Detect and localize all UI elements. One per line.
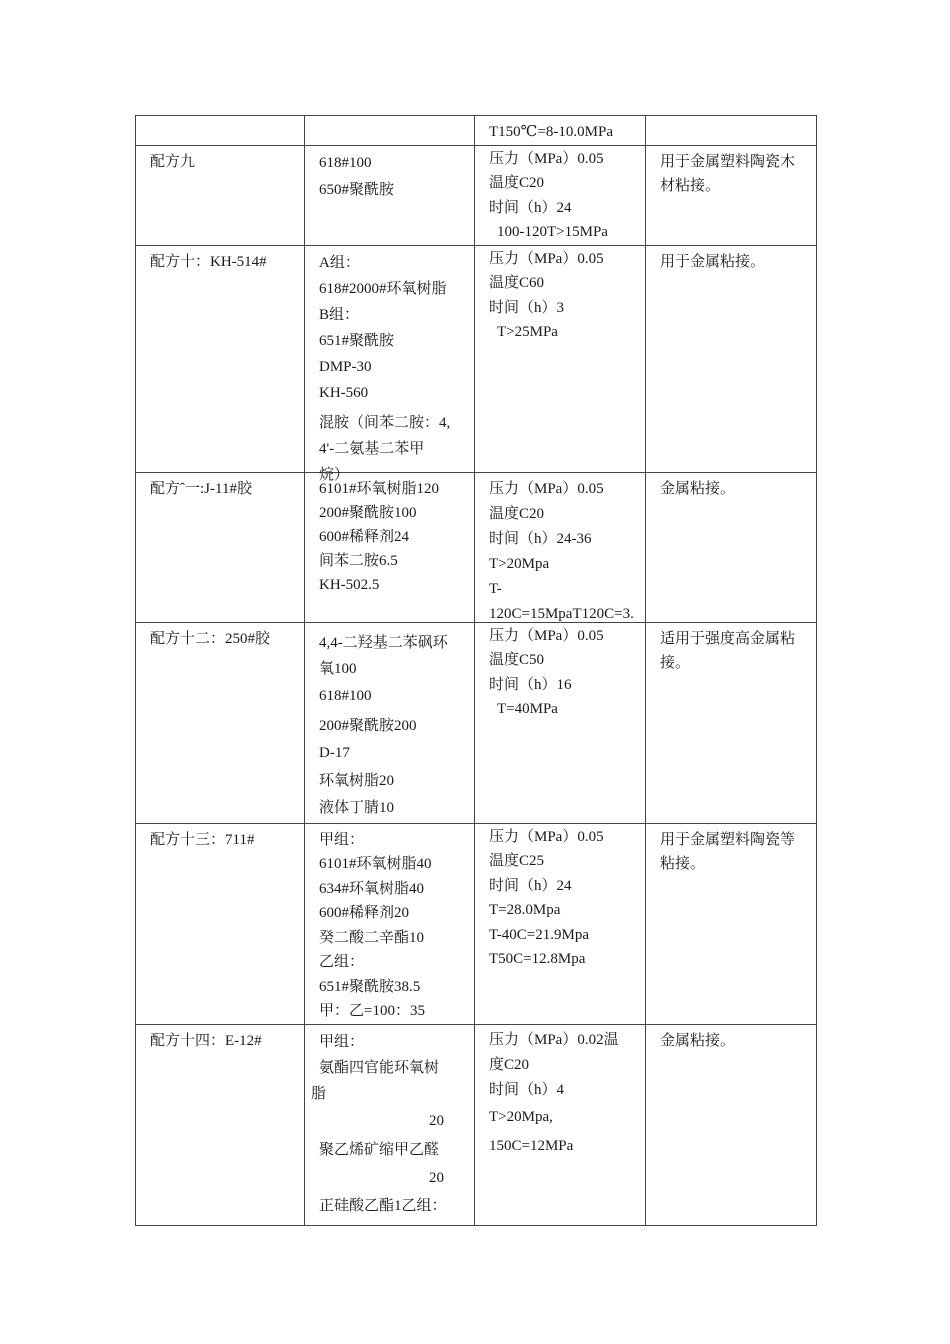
ingredient-line: A组： — [319, 254, 360, 271]
usage-text: 用于金属塑料陶瓷木材粘接。 — [660, 153, 796, 194]
table-row — [136, 145, 817, 245]
condition-line: 压力（MPa）0.05 — [489, 828, 604, 845]
ingredient-line: 甲组： — [319, 831, 365, 848]
formula-name: 配方十三：711# — [150, 831, 255, 848]
ingredient-line: 618#100 — [319, 154, 372, 171]
usage-text: 金属粘接。 — [660, 1032, 736, 1049]
condition-line: T- — [489, 580, 502, 597]
condition-line: T>20Mpa, — [489, 1108, 553, 1125]
condition-line: 温度C60 — [489, 275, 545, 291]
condition-line: 压力（MPa）0.02温 — [489, 1031, 619, 1048]
condition-line: 压力（MPa）0.05 — [489, 250, 604, 267]
condition-line: 150C=12MPa — [489, 1137, 574, 1154]
ingredient-line: KH-502.5 — [319, 576, 380, 593]
ingredient-line: 4'-二氨基二苯甲 — [319, 440, 425, 457]
formula-name: 配方十四：E-12# — [150, 1032, 262, 1049]
condition-line: 时间（h）16 — [489, 676, 572, 693]
condition-line: T-40C=21.9Mpa — [489, 926, 589, 943]
condition-line: 时间（h）3 — [489, 299, 565, 316]
table-row — [136, 472, 817, 622]
condition-line: T>25MPa — [497, 324, 558, 340]
ingredient-line: 618#2000#环氧树脂 — [319, 280, 447, 297]
condition-line: 时间（h）24 — [489, 199, 572, 216]
ingredient-line: 6101#环氧树脂120 — [319, 480, 440, 497]
condition-line: T=40MPa — [497, 701, 558, 717]
ingredient-line: 烷） — [319, 466, 350, 483]
ingredient-line: 20 — [429, 1169, 444, 1186]
usage-text: 金属粘接。 — [660, 480, 736, 497]
usage-text: 用于金属粘接。 — [660, 253, 766, 270]
ingredient-line: 环氧树脂20 — [319, 772, 395, 789]
condition-line: 100-120T>15MPa — [497, 224, 608, 240]
condition-line: 时间（h）24 — [489, 877, 572, 894]
condition-line: 120C=15MpaT120C=3. — [489, 605, 634, 622]
condition-line: 时间（h）24-36 — [489, 530, 592, 547]
condition-line: 温度C20 — [489, 505, 545, 522]
ingredient-line: 混胺（间苯二胺：4, — [319, 414, 451, 431]
formula-name: 配方十：KH-514# — [150, 253, 267, 270]
ingredient-line: 6101#环氧树脂40 — [319, 856, 432, 872]
condition-line: 时间（h）4 — [489, 1081, 565, 1098]
ingredient-line: 癸二酸二辛酯10 — [319, 929, 425, 946]
condition-line: T50C=12.8Mpa — [489, 951, 586, 967]
ingredient-line: 甲组： — [319, 1033, 365, 1050]
condition-line: T150℃=8-10.0MPa — [489, 124, 613, 140]
usage-text: 适用于强度高金属粘接。 — [660, 630, 796, 671]
ingredient-line: B组： — [319, 306, 360, 323]
table-row — [136, 823, 817, 1024]
formula-name: 配方十二：250#胶 — [150, 630, 271, 647]
table-row — [136, 245, 817, 472]
condition-line: 温度C20 — [489, 175, 545, 191]
formula-name: 配方九 — [150, 153, 196, 170]
ingredient-line: DMP-30 — [319, 358, 372, 375]
ingredient-line: 液体丁腈10 — [319, 799, 395, 816]
ingredient-line: 间苯二胺6.5 — [319, 552, 398, 569]
formula-name: 配方ˆ一:J-11#胶 — [150, 480, 252, 497]
ingredient-line: 20 — [429, 1112, 444, 1129]
table-row — [136, 116, 817, 146]
ingredient-line: 600#稀释剂20 — [319, 905, 410, 921]
ingredient-line: D-17 — [319, 744, 350, 761]
condition-line: T=28.0Mpa — [489, 902, 561, 918]
ingredient-line: 200#聚酰胺200 — [319, 717, 417, 734]
usage-text: 用于金属塑料陶瓷等粘接。 — [660, 831, 796, 872]
ingredient-line: 650#聚酰胺 — [319, 181, 395, 198]
condition-line: 压力（MPa）0.05 — [489, 150, 604, 167]
ingredient-line: KH-560 — [319, 384, 369, 401]
ingredient-line: 651#聚酰胺38.5 — [319, 978, 421, 995]
ingredient-line: 618#100 — [319, 687, 372, 704]
condition-line: 度C20 — [489, 1056, 530, 1073]
ingredient-line: 600#稀释剂24 — [319, 528, 410, 545]
ingredient-line: 氨酯四官能环氧树 — [319, 1059, 440, 1076]
ingredient-line: 200#聚酰胺100 — [319, 504, 417, 521]
condition-line: 压力（MPa）0.05 — [489, 627, 604, 644]
ingredient-line: 脂 — [311, 1085, 327, 1102]
ingredient-line: 4,4-二羟基二苯砜环 — [319, 634, 448, 651]
ingredient-line: 甲：乙=100：35 — [319, 1003, 425, 1019]
ingredient-line: 聚乙烯矿缩甲乙醛 — [319, 1141, 440, 1158]
ingredient-line: 正硅酸乙酯1乙组： — [319, 1197, 447, 1214]
ingredient-line: 乙组： — [319, 954, 365, 970]
table-row — [136, 1024, 817, 1225]
ingredient-line: 氧100 — [319, 660, 357, 677]
ingredient-line: 651#聚酰胺 — [319, 332, 395, 349]
ingredient-line: 634#环氧树脂40 — [319, 880, 425, 897]
condition-line: T>20Mpa — [489, 555, 550, 572]
condition-line: 压力（MPa）0.05 — [489, 480, 604, 497]
condition-line: 温度C50 — [489, 652, 545, 668]
formula-table — [135, 115, 817, 1226]
condition-line: 温度C25 — [489, 853, 545, 869]
table-row — [136, 622, 817, 823]
